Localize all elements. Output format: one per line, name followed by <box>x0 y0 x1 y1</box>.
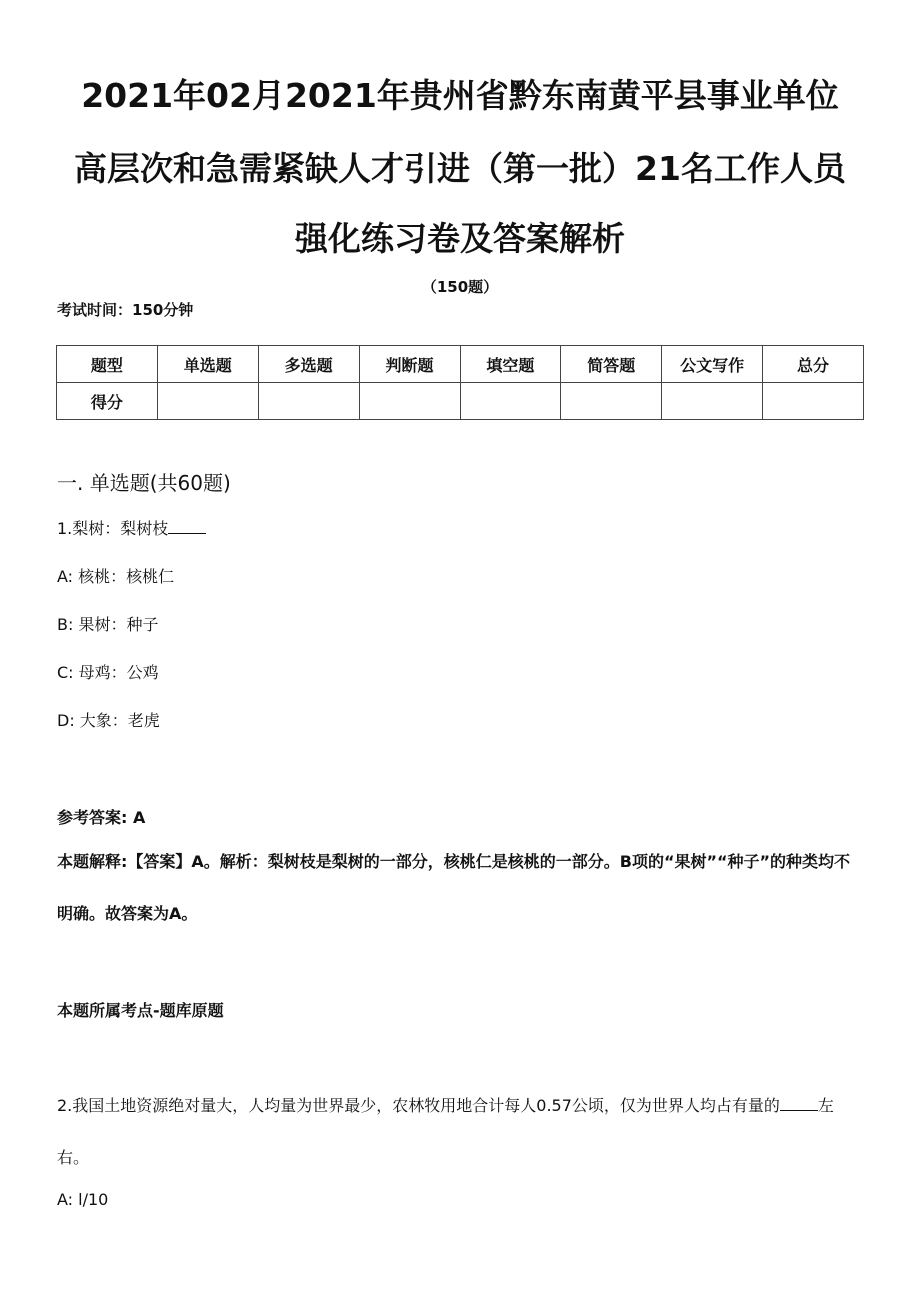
score-table-header: 题型 <box>57 346 158 383</box>
score-table-header: 单选题 <box>157 346 258 383</box>
score-cell <box>157 383 258 420</box>
score-cell <box>763 383 864 420</box>
answer-blank <box>780 1096 818 1111</box>
question-1-option-c: C: 母鸡：公鸡 <box>57 663 159 682</box>
score-row-label: 得分 <box>57 383 158 420</box>
score-cell <box>662 383 763 420</box>
score-table-header: 判断题 <box>359 346 460 383</box>
question-2-text-end: 左右。 <box>57 1096 834 1167</box>
question-2-option-a: A: l/10 <box>57 1190 109 1209</box>
score-table-header-row <box>57 346 864 383</box>
question-1-explanation: 本题解释:【答案】A。解析：梨树枝是梨树的一部分，核桃仁是核桃的一部分。B项的“果树”“种子”的种类均不明确。故答案为A。 <box>57 852 851 923</box>
question-1-topic: 本题所属考点-题库原题 <box>57 1001 224 1020</box>
score-table <box>56 345 864 420</box>
score-table-header: 公文写作 <box>662 346 763 383</box>
question-1-stem <box>57 516 206 539</box>
exam-time: 考试时间：150分钟 <box>57 301 194 319</box>
question-1-text: 1.梨树：梨树枝 <box>57 519 169 538</box>
question-1-option-a: A: 核桃：核桃仁 <box>57 567 175 586</box>
document-title-line-3: 强化练习卷及答案解析 <box>295 219 625 258</box>
score-cell <box>359 383 460 420</box>
document-title-line-1: 2021年02月2021年贵州省黔东南黄平县事业单位 <box>81 76 839 115</box>
answer-blank <box>168 519 206 534</box>
score-cell <box>258 383 359 420</box>
question-1-option-d: D: 大象：老虎 <box>57 711 160 730</box>
section-title: 一. 单选题(共60题) <box>57 471 231 495</box>
score-cell <box>561 383 662 420</box>
score-table-header: 多选题 <box>258 346 359 383</box>
question-2-text: 2.我国土地资源绝对量大，人均量为世界最少，农林牧用地合计每人0.57公顷，仅为世界人均占有量的 <box>57 1096 780 1115</box>
score-table-header: 填空题 <box>460 346 561 383</box>
score-table-score-row <box>57 383 864 420</box>
question-2-stem <box>57 1080 857 1184</box>
score-table-header: 简答题 <box>561 346 662 383</box>
document-title-line-2: 高层次和急需紧缺人才引进（第一批）21名工作人员 <box>74 149 846 188</box>
question-1-option-b: B: 果树：种子 <box>57 615 159 634</box>
question-1-answer: 参考答案: A <box>57 808 146 827</box>
score-cell <box>460 383 561 420</box>
score-table-header: 总分 <box>763 346 864 383</box>
question-count: （150题） <box>421 278 499 296</box>
